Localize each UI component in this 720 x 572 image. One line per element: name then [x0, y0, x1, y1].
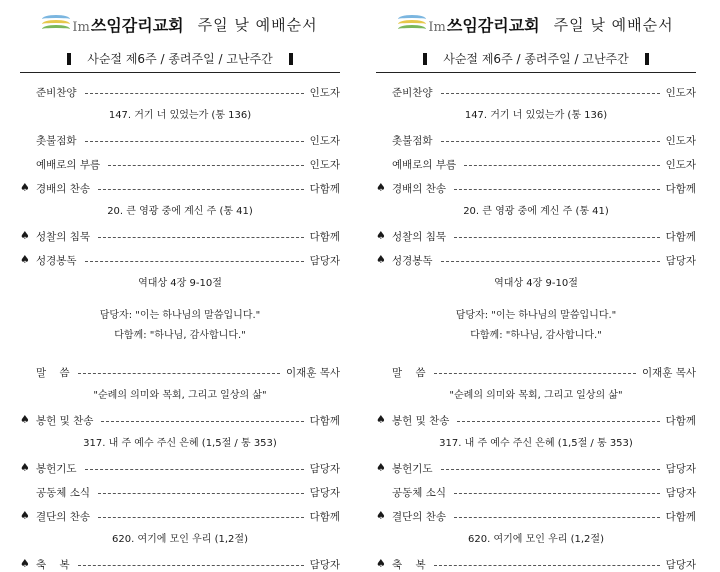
spade-icon: ♠ [20, 509, 30, 522]
dotted-leader [98, 237, 304, 238]
church-name [72, 13, 183, 36]
response-line: 담당자: "이는 하나님의 말씀입니다." [99, 310, 261, 321]
season-subheader [376, 50, 696, 68]
program-row [20, 157, 340, 171]
item-label: 봉헌 및 찬송 [392, 414, 450, 427]
right-bar-icon [289, 53, 293, 65]
dotted-leader [85, 469, 304, 470]
program-row [20, 253, 340, 267]
item-role: 인도자 [665, 158, 696, 171]
dotted-leader [454, 517, 660, 518]
program-row [20, 485, 340, 499]
sermon-title: "순례의 의미와 목회, 그리고 일상의 삶" [449, 390, 623, 401]
item-role: 다함께 [665, 182, 696, 195]
program-row [20, 229, 340, 243]
spade-icon: ♠ [376, 253, 386, 266]
dotted-leader [464, 165, 659, 166]
service-title: 주일 낮 예배순서 [553, 15, 674, 34]
program-row [376, 413, 696, 427]
dotted-leader [454, 189, 660, 190]
dotted-leader [85, 261, 304, 262]
hymn-line: 147. 거기 너 있었는가 (통 136) [108, 110, 252, 121]
item-role: 인도자 [309, 158, 340, 171]
item-role: 인도자 [309, 134, 340, 147]
logo-prefix: Im [428, 19, 446, 35]
program-row [20, 461, 340, 475]
spade-icon: ♠ [20, 229, 30, 242]
order-of-worship [20, 85, 340, 571]
item-label: 봉헌기도 [36, 462, 77, 475]
item-label: 봉헌기도 [392, 462, 433, 475]
spade-icon: ♠ [20, 413, 30, 426]
dotted-leader [454, 237, 660, 238]
spade-icon: ♠ [20, 181, 30, 194]
season-subheader [20, 50, 340, 68]
item-role: 담당자 [309, 486, 340, 499]
bulletin-header [20, 12, 340, 48]
item-label: 경배의 찬송 [36, 182, 91, 195]
item-role: 다함께 [665, 414, 696, 427]
program-row [376, 509, 696, 523]
spade-icon: ♠ [376, 557, 386, 570]
bulletin-header [376, 12, 696, 48]
dotted-leader [441, 141, 660, 142]
program-row [376, 133, 696, 147]
program-row [20, 181, 340, 195]
service-title: 주일 낮 예배순서 [197, 15, 318, 34]
spade-icon: ♠ [20, 557, 30, 570]
dotted-leader [98, 517, 304, 518]
item-role: 인도자 [309, 86, 340, 99]
item-label: 공동체 소식 [36, 486, 91, 499]
item-label: 예배로의 부름 [392, 158, 457, 171]
hymn-line: 147. 거기 너 있었는가 (통 136) [464, 110, 608, 121]
item-role: 담당자 [665, 486, 696, 499]
item-role: 다함께 [309, 230, 340, 243]
item-label: 공동체 소식 [392, 486, 447, 499]
program-row [20, 413, 340, 427]
item-role: 담당자 [665, 254, 696, 267]
dotted-leader [98, 493, 304, 494]
dotted-leader [78, 565, 304, 566]
program-row [376, 485, 696, 499]
spade-icon: ♠ [376, 509, 386, 522]
dotted-leader [434, 373, 636, 374]
item-role: 다함께 [665, 230, 696, 243]
program-row [20, 133, 340, 147]
bulletin-panel-right [376, 12, 696, 571]
left-bar-icon [67, 53, 71, 65]
program-row [376, 461, 696, 475]
dotted-leader [101, 421, 303, 422]
item-label: 성찰의 침묵 [36, 230, 91, 243]
spade-icon: ♠ [376, 229, 386, 242]
header-divider [376, 72, 696, 73]
program-row [376, 229, 696, 243]
spade-icon: ♠ [20, 253, 30, 266]
spade-icon: ♠ [376, 461, 386, 474]
item-role: 다함께 [309, 182, 340, 195]
item-role: 담당자 [665, 462, 696, 475]
order-of-worship [376, 85, 696, 571]
program-row [376, 85, 696, 99]
dotted-leader [85, 93, 304, 94]
hymn-line: 620. 여기에 모인 우리 (1,2절) [112, 534, 248, 545]
response-line: 다함께: "하나님, 감사합니다." [470, 330, 602, 341]
hymn-line: 620. 여기에 모인 우리 (1,2절) [468, 534, 604, 545]
church-name [428, 13, 539, 36]
item-role: 인도자 [665, 134, 696, 147]
dotted-leader [441, 261, 660, 262]
dotted-leader [441, 93, 660, 94]
program-row [376, 365, 696, 379]
item-role: 인도자 [665, 86, 696, 99]
program-row [376, 157, 696, 171]
scripture-line: 역대상 4장 9-10절 [494, 278, 578, 289]
item-role: 이재훈 목사 [641, 366, 696, 379]
program-row [20, 365, 340, 379]
dotted-leader [441, 469, 660, 470]
item-role: 다함께 [309, 510, 340, 523]
season-text: 사순절 제6주 / 종려주일 / 고난주간 [87, 52, 273, 66]
response-line: 담당자: "이는 하나님의 말씀입니다." [455, 310, 617, 321]
program-row [20, 85, 340, 99]
program-row [20, 557, 340, 571]
logo-prefix: Im [72, 19, 90, 35]
item-role: 다함께 [309, 414, 340, 427]
item-label: 결단의 찬송 [36, 510, 91, 523]
scripture-line: 역대상 4장 9-10절 [138, 278, 222, 289]
church-name-text: 쓰임감리교회 [90, 15, 184, 35]
item-label: 준비찬양 [36, 86, 77, 99]
spade-icon: ♠ [20, 461, 30, 474]
item-label: 축 복 [36, 558, 70, 571]
hymn-line: 317. 내 주 예수 주신 은혜 (1,5절 / 통 353) [439, 438, 633, 449]
item-label: 말 씀 [36, 366, 70, 379]
item-label: 성경봉독 [36, 254, 77, 267]
item-label: 예배로의 부름 [36, 158, 101, 171]
item-label: 준비찬양 [392, 86, 433, 99]
item-label: 성찰의 침묵 [392, 230, 447, 243]
item-label: 결단의 찬송 [392, 510, 447, 523]
item-label: 성경봉독 [392, 254, 433, 267]
sermon-title: "순례의 의미와 목회, 그리고 일상의 삶" [93, 390, 267, 401]
item-role: 담당자 [309, 462, 340, 475]
item-role: 담당자 [309, 254, 340, 267]
dotted-leader [457, 421, 659, 422]
season-text: 사순절 제6주 / 종려주일 / 고난주간 [443, 52, 629, 66]
spade-icon: ♠ [376, 413, 386, 426]
dotted-leader [108, 165, 303, 166]
dotted-leader [434, 565, 660, 566]
church-logo-icon [42, 12, 70, 36]
dotted-leader [98, 189, 304, 190]
dotted-leader [78, 373, 280, 374]
item-label: 경배의 찬송 [392, 182, 447, 195]
church-logo-icon [398, 12, 426, 36]
program-row [20, 509, 340, 523]
program-row [376, 181, 696, 195]
item-label: 말 씀 [392, 366, 426, 379]
item-role: 다함께 [665, 510, 696, 523]
program-row [376, 557, 696, 571]
response-line: 다함께: "하나님, 감사합니다." [114, 330, 246, 341]
header-divider [20, 72, 340, 73]
program-row [376, 253, 696, 267]
left-bar-icon [423, 53, 427, 65]
bulletin-panel-left [20, 12, 340, 571]
item-role: 담당자 [665, 558, 696, 571]
dotted-leader [454, 493, 660, 494]
hymn-line: 20. 큰 영광 중에 계신 주 (통 41) [107, 206, 253, 217]
item-label: 봉헌 및 찬송 [36, 414, 94, 427]
church-name-text: 쓰임감리교회 [446, 15, 540, 35]
spade-icon: ♠ [376, 181, 386, 194]
right-bar-icon [645, 53, 649, 65]
hymn-line: 20. 큰 영광 중에 계신 주 (통 41) [463, 206, 609, 217]
item-label: 축 복 [392, 558, 426, 571]
hymn-line: 317. 내 주 예수 주신 은혜 (1,5절 / 통 353) [83, 438, 277, 449]
item-label: 촛불점화 [392, 134, 433, 147]
item-role: 담당자 [309, 558, 340, 571]
item-role: 이재훈 목사 [285, 366, 340, 379]
dotted-leader [85, 141, 304, 142]
item-label: 촛불점화 [36, 134, 77, 147]
